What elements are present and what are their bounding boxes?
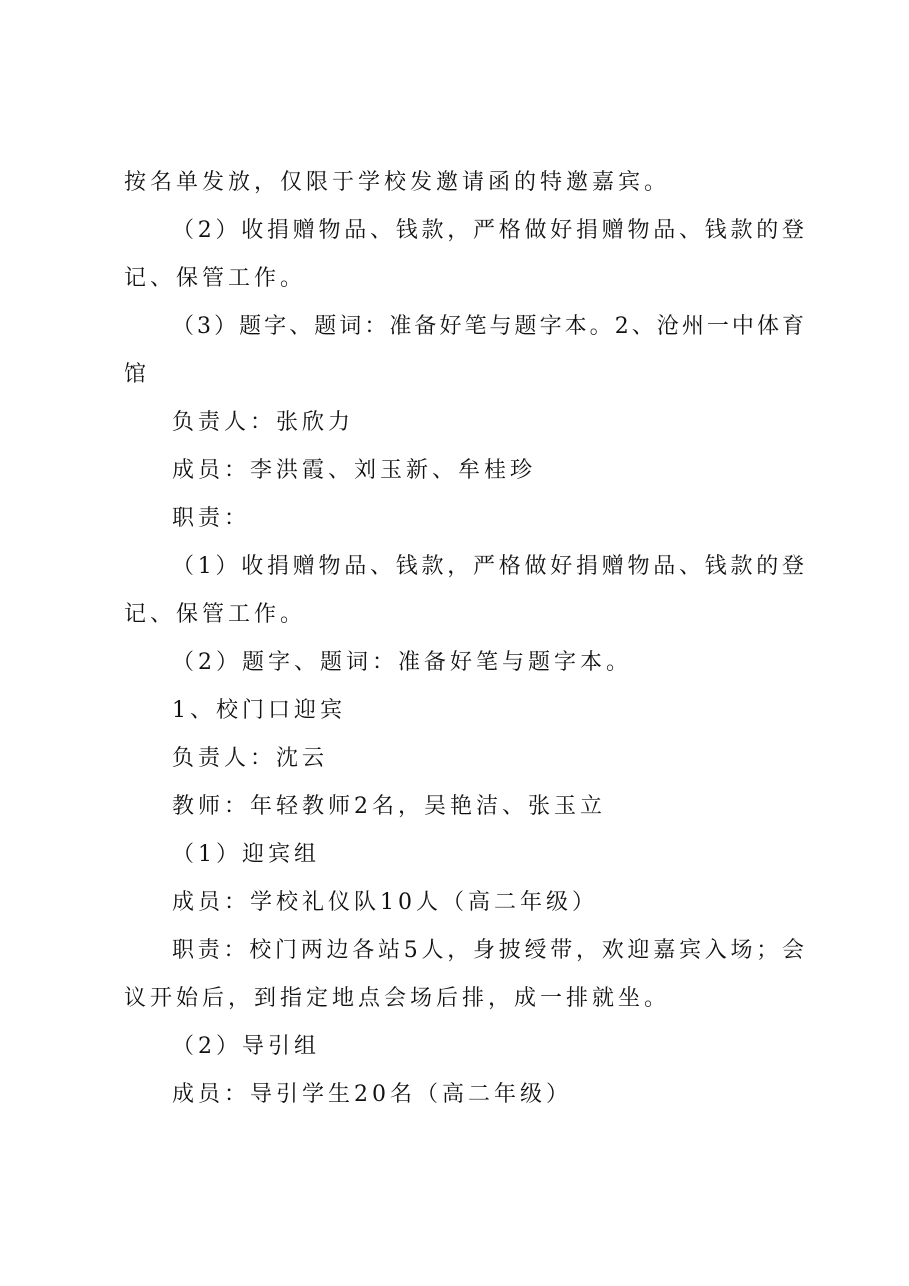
text-line: 记、保管工作。 [124, 602, 307, 627]
text-line: （2）导引组 [172, 1034, 320, 1059]
text-line: （1）迎宾组 [172, 842, 320, 867]
text-line: 馆 [124, 362, 151, 387]
text-line: 教师：年轻教师2名，吴艳洁、张玉立 [172, 794, 606, 819]
text-line: （3）题字、题词：准备好笔与题字本。2、沧州一中体育 [172, 314, 804, 339]
text-line: 职责： [172, 506, 251, 531]
text-line: 1、校门口迎宾 [172, 698, 346, 723]
text-line: （1）收捐赠物品、钱款，严格做好捐赠物品、钱款的登 [172, 554, 804, 579]
text-line: （2）题字、题词：准备好笔与题字本。 [172, 650, 632, 675]
text-line: 记、保管工作。 [124, 266, 307, 291]
text-line: 负责人：张欣力 [172, 410, 355, 435]
text-line: 按名单发放，仅限于学校发邀请函的特邀嘉宾。 [124, 170, 671, 195]
text-line: 职责：校门两边各站5人，身披绶带，欢迎嘉宾入场；会 [172, 938, 804, 963]
text-line: 负责人：沈云 [172, 746, 329, 771]
text-line: 成员：李洪霞、刘玉新、牟桂珍 [172, 458, 537, 483]
text-line: （2）收捐赠物品、钱款，严格做好捐赠物品、钱款的登 [172, 218, 804, 243]
text-line: 成员：导引学生20名（高二年级） [172, 1082, 572, 1107]
text-line: 议开始后，到指定地点会场后排，成一排就坐。 [124, 986, 671, 1011]
text-line: 成员：学校礼仪队10人（高二年级） [172, 890, 598, 915]
